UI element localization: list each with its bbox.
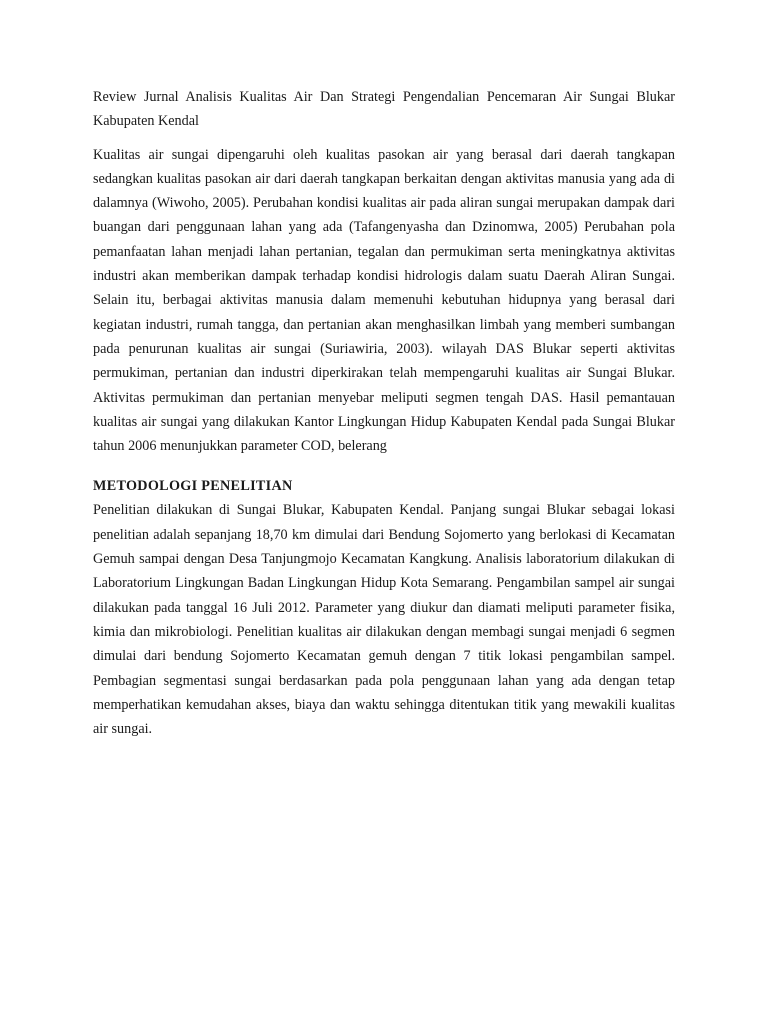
section-heading-methodology: METODOLOGI PENELITIAN [93, 478, 293, 495]
document-page [93, 85, 675, 741]
document-title: Review Jurnal Analisis Kualitas Air Dan Strategi Pengendalian Pencemaran Air Sungai Blukar Kabupaten Kendal [93, 89, 675, 130]
intro-paragraph: Kualitas air sungai dipengaruhi oleh kualitas pasokan air yang berasal dari daerah tangkapan sedangkan kualitas pasokan air dari daerah tangkapan berkaitan dengan aktivitas manusia yang ada di dalamnya (Wiwoho, 2005). Perubahan kondisi kualitas air pada aliran sungai merupakan dampak dari buangan dari penggunaan lahan yang ada (Tafangenyasha dan Dzinomwa, 2005) Perubahan pola pemanfaatan lahan menjadi lahan pertanian, tegalan dan permukiman serta meningkatnya aktivitas industri akan memberikan dampak terhadap kondisi hidrologis dalam suatu Daerah Aliran Sungai. Selain itu, berbagai aktivitas manusia dalam memenuhi kebutuhan hidupnya yang berasal dari kegiatan industri, rumah tangga, dan pertanian akan menghasilkan limbah yang memberi sumbangan pada penurunan kualitas air sungai (Suriawiria, 2003). wilayah DAS Blukar seperti aktivitas permukiman, pertanian dan industri diperkirakan telah mempengaruhi kualitas air Sungai Blukar. Aktivitas permukiman dan pertanian menyebar meliputi segmen tengah DAS. Hasil pemantauan kualitas air sungai yang dilakukan Kantor Lingkungan Hidup Kabupaten Kendal pada Sungai Blukar tahun 2006 menunjukkan parameter COD, belerang [93, 146, 675, 455]
methodology-paragraph: Penelitian dilakukan di Sungai Blukar, Kabupaten Kendal. Panjang sungai Blukar sebagai lokasi penelitian adalah sepanjang 18,70 km dimulai dari Bendung Sojomerto yang berlokasi di Kecamatan Gemuh sampai dengan Desa Tanjungmojo Kecamatan Kangkung. Analisis laboratorium dilakukan di Laboratorium Lingkungan Badan Lingkungan Hidup Kota Semarang. Pengambilan sampel air sungai dilakukan pada tanggal 16 Juli 2012. Parameter yang diukur dan diamati meliputi parameter fisika, kimia dan mikrobiologi. Penelitian kualitas air dilakukan dengan membagi sungai menjadi 6 segmen dimulai dari bendung Sojomerto Kecamatan gemuh dengan 7 titik lokasi pengambilan sampel. Pembagian segmentasi sungai berdasarkan pada pola penggunaan lahan yang ada dengan tetap memperhatikan kemudahan akses, biaya dan waktu sehingga ditentukan titik yang mewakili kualitas air sungai. [93, 502, 675, 738]
